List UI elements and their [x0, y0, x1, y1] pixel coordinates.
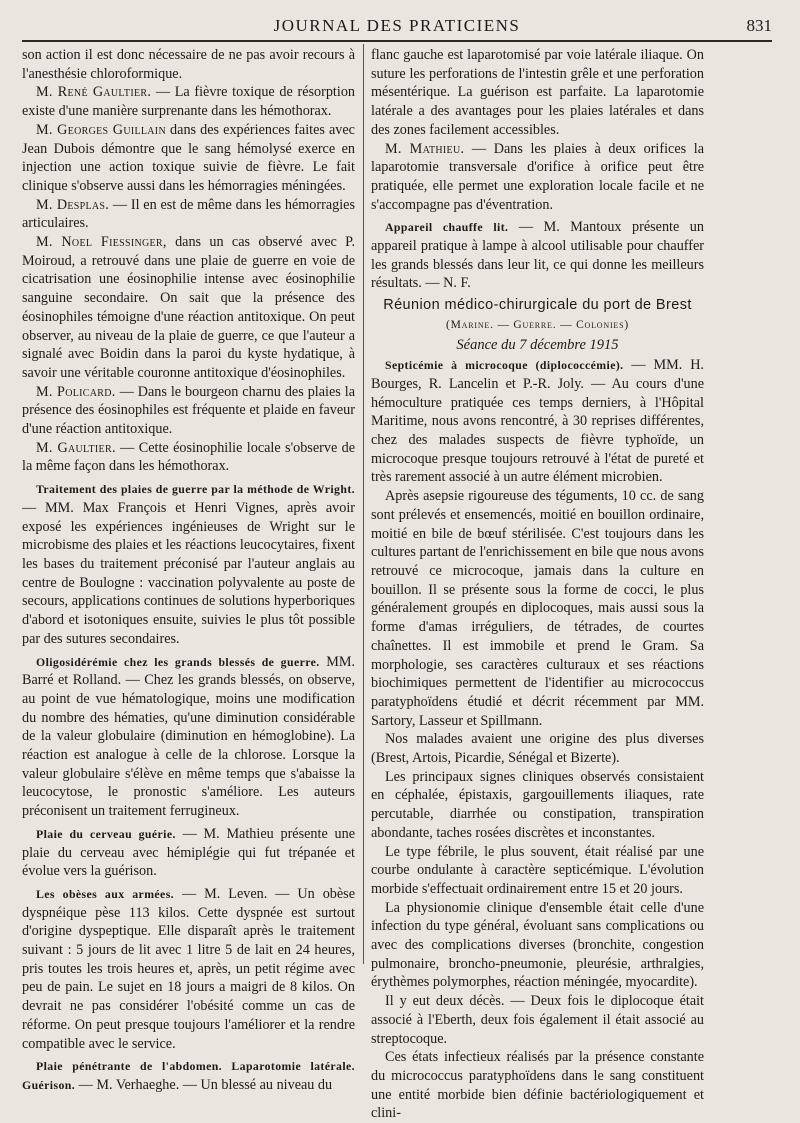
speaker-name: M. Gaultier. — [36, 439, 116, 456]
paragraph-text: — La fièvre toxique de résorption existe d'une manière surprenante dans les hémothorax. — [22, 84, 356, 120]
paragraph-text: — MM. Max François et Henri Vignes, après avoir exposé les expériences ingénieuses de Wright sur le microbisme des plaies et les réactions leucocytaires, fixent les bases du traitement préconisé par l'auteur anglais au centre de Boulogne : vaccination polyvalente au poste de secours, applications continues de solutions hyperboriques d'abord et isotoniques ensuite, suivies le plus tôt possible par des sutures secondaires. — [22, 499, 355, 647]
paragraph: son action il est donc nécessaire de ne pas avoir recours à l'anesthésie chloroformique. — [22, 47, 355, 82]
speaker-name: M. Mathieu. — [385, 140, 465, 157]
paragraph — [22, 439, 355, 476]
section-paragraph — [371, 218, 704, 293]
speaker-name: M. Policard. — [36, 383, 116, 400]
paragraph: Il y eut deux décès. — Deux fois le diplocoque était associé à l'Eberth, deux fois également il était associé au streptocoque. — [371, 993, 704, 1047]
page-number: 831 — [746, 16, 772, 35]
paragraph: Les principaux signes cliniques observés consistaient en céphalée, épistaxis, gargouillements iliaques, rate percutable, diarrhée ou constipation, transpiration abondante, taches rosées discrètes et inconstantes. — [371, 768, 704, 841]
paragraph: flanc gauche est laparotomisé par voie latérale iliaque. On suture les perforations de l'intestin grêle et une perforation mésentérique. La guérison est parfaite. La laparotomie latérale a des avantages pour les plaies latérales et dans des zones facilement accessibles. — [371, 47, 704, 138]
section-heading: Septicémie à microcoque (diplococcémie). — [385, 358, 624, 373]
paragraph-text: — Il en est de même dans les hémorragies articulaires. — [22, 196, 355, 232]
paragraph-text: — M. Mathieu présente une plaie du cerveau avec hémiplégie qui fut trépanée et évolue vers la guérison. — [22, 825, 355, 880]
paragraph-text: — Cette éosinophilie locale s'observe de la même façon dans les hémothorax. — [22, 439, 356, 475]
section-paragraph — [22, 1057, 355, 1094]
section-heading: Les obèses aux armées. — [36, 886, 175, 901]
paragraph-text: — Dans le bourgeon charnu des plaies la présence des éosinophiles est fréquente et plaide en faveur d'une réaction antitoxique. — [22, 383, 355, 438]
paragraph-text: — M. Leven. — Un obèse dyspnéique pèse 113 kilos. Cette dyspnée est surtout d'origine dyspeptique. Elle disparaît après le traitement suivant : 5 jours de lit avec 1 litre 5 de lait en 24 heures, pris toutes les trois heures et, après, un petit régime avec peu de pain. Le sujet en 18 jours a maigri de 8 kilos. On devrait ne pas considérer l'obésité comme un cas de réforme. On peut presque toujours l'améliorer et la rendre compatible avec le service. — [22, 885, 355, 1052]
section-heading: Appareil chauffe lit. — [385, 220, 509, 235]
section-heading: Oligosidérémie chez les grands blessés de guerre. — [36, 654, 320, 669]
speaker-name: M. Noel Fiessinger, — [36, 234, 167, 251]
paragraph-text: dans des expériences faites avec Jean Dubois démontre que le sang hémolysé exerce en injection une action toxique suivie de fièvre. Le fait clinique s'observe aussi dans les hémorragies méningées. — [22, 121, 355, 194]
header-rule — [22, 40, 772, 42]
speaker-name: M. Georges Guillain — [36, 121, 166, 138]
journal-title: JOURNAL DES PRATICIENS — [273, 16, 521, 35]
paragraph: Après asepsie rigoureuse des téguments, 10 cc. de sang sont prélevés et ensemencés, moitié en bouillon ordinaire, moitié en bile de bœuf stérilisée. C'est toujours dans les cultures partant de l'enrichissement en bile que nous avons retrouvé ce microcoque, jamais dans la culture en bouillon. Il se présente sous la forme de cocci, le plus généralement groupés en diplocoques, mais aussi sous la forme d'amas irréguliers, de tétrades, de courtes chaînettes. Il est immobile et prend le Gram. Sa morphologie, ses caractères culturaux et ses réactions biochimiques permettent de l'identifier au micrococcus paratyphoïdens étudié et décrit récemment par MM. Sartory, Lasseur et Spillmann. — [371, 488, 704, 729]
paragraph-text: — MM. H. Bourges, R. Lancelin et P.-R. Joly. — Au cours d'une hémoculture pratiquée ces temps derniers, à l'Hôpital Maritime, nous avons rencontré, à 30 reprises différentes, chez des malades suspects de fièvre typhoïde, un microcoque presque toujours retrouvé à l'état de pureté et très rarement associé à un autre élément microbien. — [371, 357, 704, 486]
section-heading: Plaie pénétrante de l'abdomen. Laparotomie latérale. Guérison. — [22, 1059, 355, 1092]
paragraph — [22, 196, 355, 233]
section-paragraph — [371, 356, 704, 487]
column-divider — [363, 44, 364, 964]
paragraph — [22, 121, 355, 196]
speaker-name: M. René Gaultier. — [36, 84, 152, 101]
paragraph-text: — M. Mantoux présente un appareil pratique à lampe à alcool utilisable pour chauffer les grands blessés dans leur lit, ce qui donne les meilleurs résultats. — N. F. — [371, 219, 704, 292]
speaker-name: M. Desplas. — [36, 196, 110, 213]
paragraph — [22, 233, 355, 383]
paragraph — [22, 383, 355, 439]
section-paragraph — [22, 825, 355, 881]
paragraph: Ces états infectieux réalisés par la présence constante du micrococcus paratyphoïdens dans le sang constituent une entité morbide bien définie bactériologiquement et clini- — [371, 1049, 704, 1122]
section-heading: Plaie du cerveau guérie. — [36, 826, 176, 841]
paragraph: La physionomie clinique d'ensemble était celle d'une infection du type général, évoluant sans complications ou avec des complications diverses (bronchite, congestion pulmonaire, broncho-pneumonie, pleurésie, arthralgies, érythèmes polymorphes, réaction méningée, myocardite). — [371, 899, 704, 991]
section-paragraph — [22, 653, 355, 821]
paragraph: Le type fébrile, le plus souvent, était réalisé par une courbe ondulante à caractère septicémique. L'évolution morbide s'effectuait ordinairement entre 15 et 20 jours. — [371, 843, 704, 897]
section-paragraph — [22, 480, 355, 648]
left-column — [22, 46, 355, 1095]
paragraph-text: — Dans les plaies à deux orifices la laparotomie transversale d'orifice à orifice peut être pratiquée, elle permet une exploration locale facile et ne s'accompagne pas d'éventration. — [371, 140, 704, 213]
section-paragraph — [22, 885, 355, 1053]
paragraph-text: — M. Verhaeghe. — Un blessé au niveau du — [75, 1076, 333, 1093]
meeting-title: Réunion médico-chirurgicale du port de Brest — [383, 297, 692, 314]
meeting-date: Séance du 7 décembre 1915 — [456, 336, 619, 353]
paragraph — [22, 83, 355, 120]
right-column — [371, 46, 704, 1123]
section-heading: Traitement des plaies de guerre par la méthode de Wright. — [36, 482, 355, 497]
paragraph-text: MM. Barré et Rolland. — Chez les grands blessés, on observe, au point de vue hématologique, moins une modification du nombre des hématies, qu'une diminution considérable de la valeur globulaire (diminution en hémoglobine). La réaction est analogue à celle de la chlorose. Lorsque la valeur globulaire s'élève en même temps que s'abaisse la leucocytose, le pronostic s'améliore. Les auteurs préconisent un traitement ferrugineux. — [22, 653, 355, 820]
page-header — [22, 14, 772, 38]
paragraph: Nos malades avaient une origine des plus diverses (Brest, Artois, Picardie, Sénégal et Bizerte). — [371, 731, 704, 767]
paragraph-text: dans un cas observé avec P. Moiroud, a retrouvé dans une plaie de guerre en voie de cicatrisation une éosinophilie intense avec éosinophilie sanguine secondaire. On sait que la présence des éosinophiles témoigne d'une réaction antitoxique. On peut observer, au niveau de la plaie de guerre, ce que l'auteur a signalé avec Boidin dans la paroi du kyste hydatique, à savoir une véritable couronne antitoxique d'éosinophiles. — [22, 234, 355, 381]
meeting-subtitle: (Marine. — Guerre. — Colonies) — [446, 318, 629, 331]
paragraph — [371, 140, 704, 215]
